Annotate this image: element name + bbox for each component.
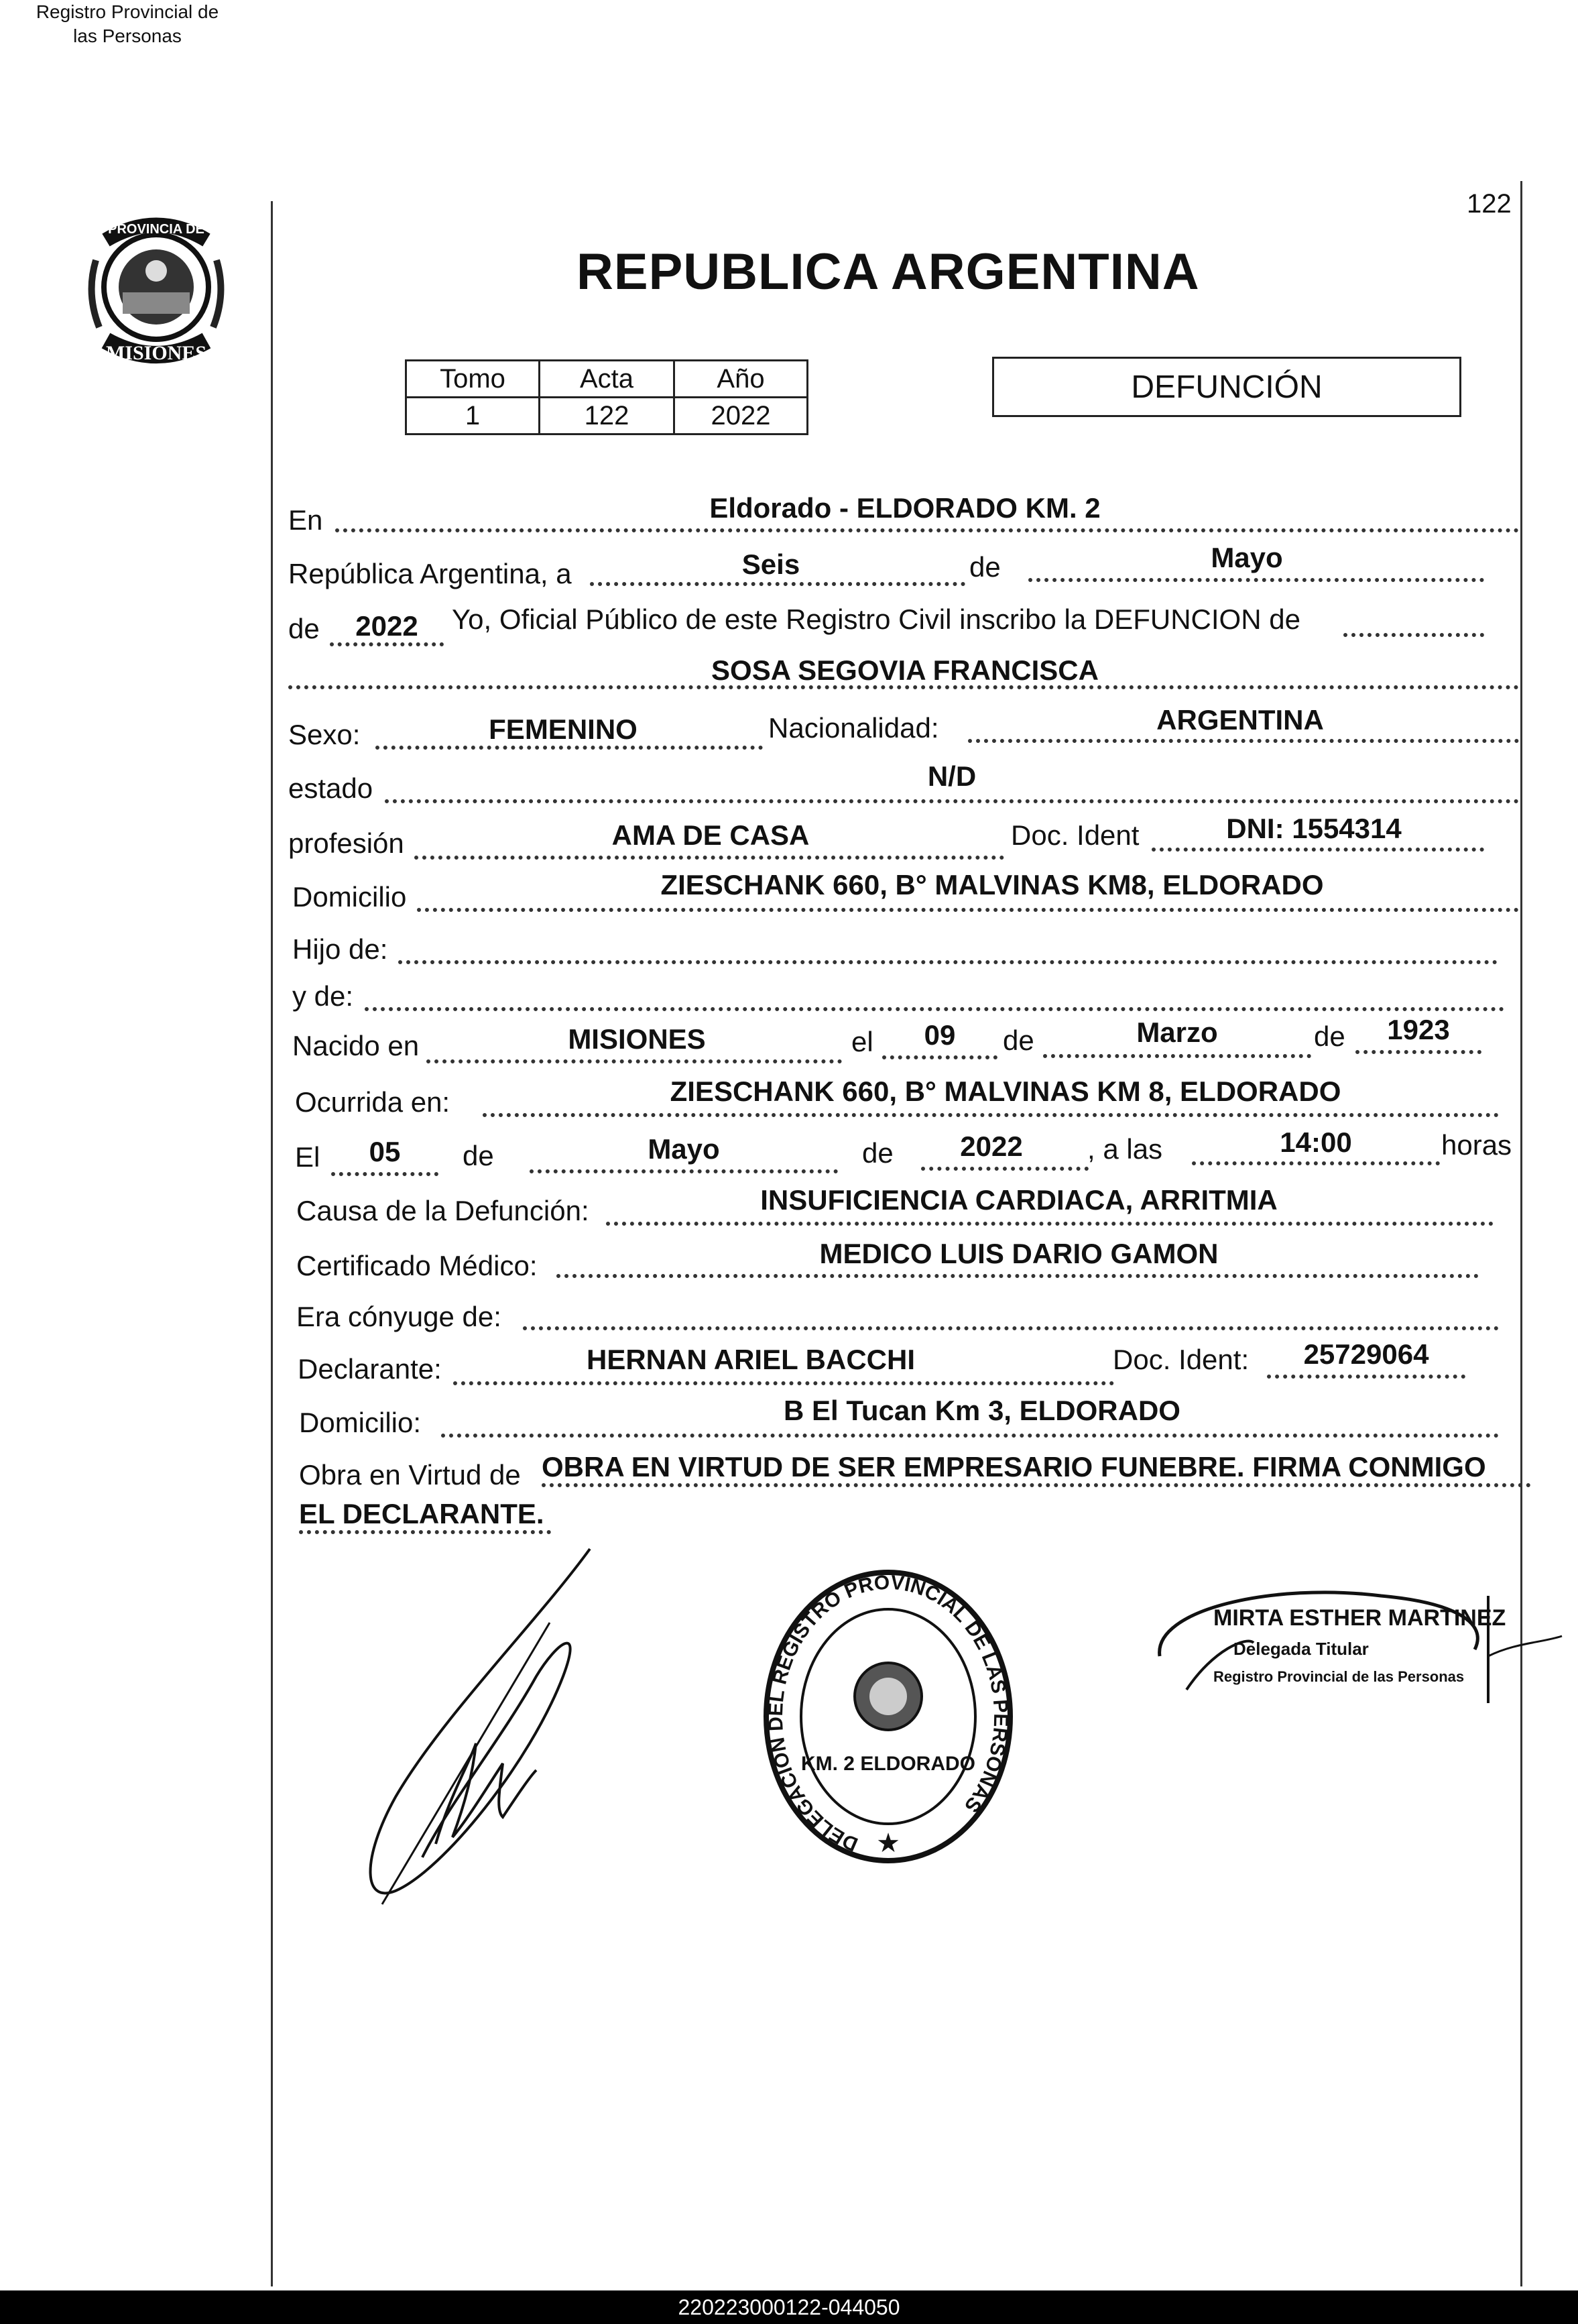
value-def-dia: 05: [369, 1136, 401, 1167]
reference-value-tomo: 1: [406, 398, 540, 434]
dotted-line-domicilio-declarante: [441, 1434, 1499, 1438]
label-domicilio: Domicilio: [292, 881, 407, 913]
page-number: 122: [1467, 189, 1512, 219]
value-obra-line2: EL DECLARANTE.: [299, 1498, 544, 1529]
label-conyuge: Era cónyuge de:: [296, 1301, 501, 1332]
dotted-line-declarante-doc: [1267, 1375, 1465, 1379]
label-ocurrida-en: Ocurrida en:: [295, 1086, 450, 1118]
value-domicilio-declarante: B El Tucan Km 3, ELDORADO: [784, 1395, 1180, 1426]
dotted-line-causa: [606, 1222, 1494, 1226]
document-code-footer: [0, 2290, 1578, 2324]
seal-star-icon: ★: [876, 1828, 900, 1859]
value-causa: INSUFICIENCIA CARDIACA, ARRITMIA: [760, 1184, 1278, 1216]
value-nacido-en: MISIONES: [568, 1023, 706, 1055]
reference-value-acta: 122: [540, 398, 674, 434]
right-border-line: [1520, 181, 1522, 2286]
label-el-def: El: [295, 1141, 320, 1173]
value-def-hora: 14:00: [1280, 1126, 1352, 1158]
declarante-signature: [335, 1542, 630, 1918]
label-estado: estado: [288, 772, 373, 804]
value-doc-ident: DNI: 1554314: [1226, 813, 1402, 844]
value-nombre: SOSA SEGOVIA FRANCISCA: [711, 654, 1099, 686]
dotted-line-def-anio: [921, 1167, 1089, 1171]
dotted-line-lugar: [335, 528, 1519, 532]
dotted-line-ocurrida-en: [483, 1113, 1499, 1117]
value-mes: Mayo: [1211, 542, 1283, 573]
reference-header-tomo: Tomo: [406, 361, 540, 398]
value-declarante-doc: 25729064: [1303, 1338, 1429, 1370]
label-y-de: y de:: [292, 980, 354, 1012]
dotted-line-nac-dia: [882, 1055, 997, 1059]
label-causa: Causa de la Defunción:: [296, 1195, 589, 1226]
label-a-las: , a las: [1087, 1133, 1163, 1165]
dotted-line-declarante: [453, 1381, 1114, 1385]
dotted-line-hijo-de: [398, 960, 1498, 964]
value-obra-line1: OBRA EN VIRTUD DE SER EMPRESARIO FUNEBRE. FIRMA CONMIGO: [542, 1451, 1486, 1483]
left-border-line: [271, 201, 273, 2286]
label-declarante: Declarante:: [298, 1353, 442, 1385]
dotted-line-estado: [385, 799, 1519, 803]
official-name: MIRTA ESTHER MARTINEZ: [1213, 1605, 1506, 1631]
label-en: En: [288, 504, 323, 536]
label-de-anio: de: [288, 613, 320, 644]
value-dia-texto: Seis: [741, 548, 800, 580]
value-def-anio: 2022: [960, 1130, 1023, 1162]
value-profesion: AMA DE CASA: [611, 819, 810, 851]
label-nacido-en: Nacido en: [292, 1030, 420, 1061]
value-domicilio: ZIESCHANK 660, B° MALVINAS KM8, ELDORADO: [660, 869, 1324, 900]
label-domicilio-declarante: Domicilio:: [299, 1407, 422, 1438]
dotted-line-conyuge: [523, 1326, 1499, 1330]
value-anio: 2022: [355, 610, 418, 642]
value-nac-mes: Marzo: [1136, 1016, 1218, 1048]
dotted-line-domicilio: [417, 908, 1519, 912]
document-code: 220223000122-044050: [678, 2295, 900, 2319]
value-certificado: MEDICO LUIS DARIO GAMON: [819, 1238, 1219, 1269]
reference-header-acta: Acta: [540, 361, 674, 398]
dotted-line-def-dia: [331, 1172, 438, 1176]
dotted-line-anio: [330, 642, 444, 646]
dotted-line-sexo: [375, 746, 763, 750]
dotted-line-def-hora: [1192, 1161, 1440, 1165]
dotted-line-nac-mes: [1043, 1054, 1311, 1058]
label-de-mes: de: [969, 551, 1001, 583]
value-sexo: FEMENINO: [489, 713, 638, 745]
label-hijo-de: Hijo de:: [292, 933, 388, 965]
official-role: Delegada Titular: [1233, 1639, 1369, 1659]
dotted-line-def-mes: [530, 1169, 838, 1173]
value-estado: N/D: [927, 760, 977, 792]
registry-caption-line1: Registro Provincial de: [36, 1, 219, 22]
value-lugar: Eldorado - ELDORADO KM. 2: [709, 492, 1101, 524]
reference-table-header-row: [406, 361, 808, 398]
label-de-def-anio: de: [862, 1137, 894, 1169]
reference-table-value-row: [406, 398, 808, 434]
misiones-emblem-logo: [79, 213, 233, 374]
seal-inner-text: KM. 2 ELDORADO: [800, 1753, 976, 1775]
dotted-line-nac-anio: [1355, 1050, 1481, 1054]
value-ocurrida-en: ZIESCHANK 660, B° MALVINAS KM 8, ELDORADO: [670, 1076, 1341, 1107]
logo-bottom-text: MISIONES: [105, 342, 207, 364]
record-type-label: DEFUNCIÓN: [1131, 369, 1323, 405]
dotted-line-defuncion-de: [1343, 633, 1484, 637]
label-sexo: Sexo:: [288, 719, 361, 750]
label-nacionalidad: Nacionalidad:: [768, 712, 939, 744]
label-yo-oficial: Yo, Oficial Público de este Registro Civil inscribo la DEFUNCION de: [452, 603, 1300, 635]
dotted-line-obra-1: [542, 1483, 1531, 1487]
reference-table: [405, 359, 808, 435]
record-type-box: [992, 357, 1461, 417]
label-de-def-mes: de: [463, 1140, 494, 1171]
dotted-line-y-de: [365, 1007, 1504, 1011]
registry-seal: [757, 1562, 1019, 1877]
label-horas: horas: [1441, 1129, 1512, 1161]
reference-value-anio: 2022: [674, 398, 808, 434]
dotted-line-mes: [1028, 578, 1484, 582]
label-profesion: profesión: [288, 827, 404, 859]
logo-top-text: PROVINCIA DE: [108, 222, 204, 237]
value-nac-dia: 09: [924, 1019, 956, 1051]
registry-caption: [0, 0, 255, 48]
dotted-line-doc-ident: [1152, 848, 1484, 852]
label-doc-ident: Doc. Ident: [1011, 819, 1140, 851]
registry-caption-line2: las Personas: [73, 25, 182, 46]
value-nac-anio: 1923: [1387, 1014, 1450, 1045]
label-el-nac: el: [851, 1026, 873, 1057]
official-office: Registro Provincial de las Personas: [1213, 1668, 1465, 1685]
dotted-line-certificado: [556, 1274, 1479, 1278]
page-title: REPUBLICA ARGENTINA: [576, 243, 1200, 300]
dotted-line-nacido-en: [426, 1059, 842, 1063]
reference-header-anio: Año: [674, 361, 808, 398]
official-stamp-signature: [1140, 1569, 1569, 1730]
label-de-nac-anio: de: [1314, 1021, 1345, 1052]
value-nacionalidad: ARGENTINA: [1156, 704, 1324, 736]
dotted-line-obra-2: [299, 1530, 551, 1534]
dotted-line-dia: [590, 582, 965, 586]
label-republica: República Argentina, a: [288, 558, 572, 589]
dotted-line-nacionalidad: [968, 739, 1519, 743]
dotted-line-profesion: [414, 856, 1004, 860]
label-obra: Obra en Virtud de: [299, 1459, 521, 1491]
label-certificado: Certificado Médico:: [296, 1250, 538, 1281]
value-declarante: HERNAN ARIEL BACCHI: [586, 1344, 915, 1375]
value-def-mes: Mayo: [648, 1133, 720, 1165]
label-de-nac-mes: de: [1003, 1025, 1034, 1056]
label-doc-ident-declarante: Doc. Ident:: [1113, 1344, 1250, 1375]
seal-ring-text: DELEGACION DEL REGISTRO PROVINCIAL DE LAS PERSONAS: [764, 1571, 1012, 1856]
